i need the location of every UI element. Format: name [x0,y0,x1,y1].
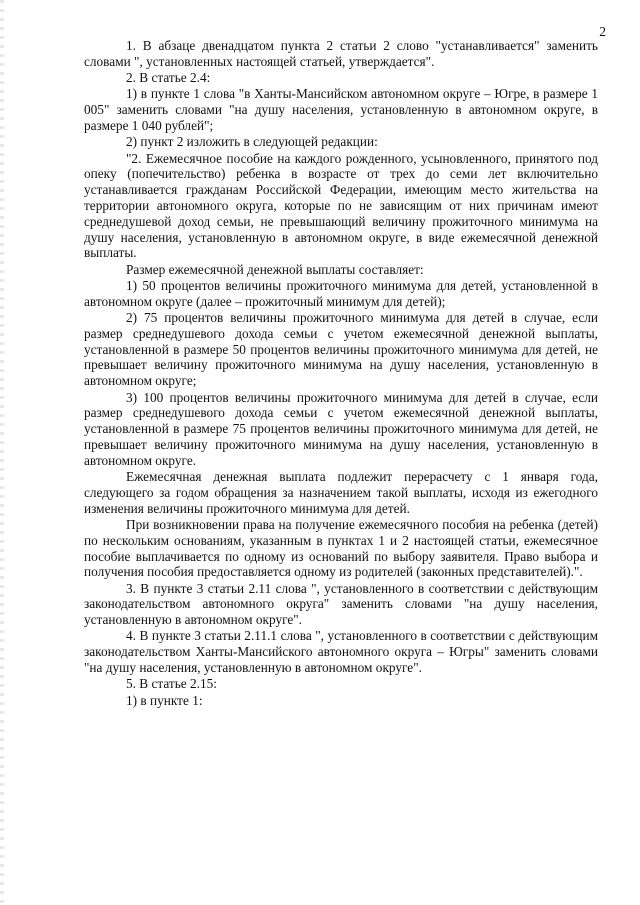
paragraph-article-2-4-item-1: 1) в пункте 1 слова "в Ханты-Мансийском автономном округе – Югре, в размере 1 005" заменить словами "на душу населения, установленную в автономном округе, в размере 1 040 рублей"; [84,86,598,133]
paragraph-article-2-15-item-1: 1) в пункте 1: [126,692,203,708]
page-number: 2 [599,24,606,39]
paragraph-article-2-15-heading: 5. В статье 2.15: [126,676,217,692]
paragraph-monthly-allowance: "2. Ежемесячное пособие на каждого рожденного, усыновленного, принятого под опеку (попечительство) ребенка в возрасте от трех до семи лет включительно устанавливается гражданам Российской Федерации, имеющим место жительства на территории автономного округа, которые по не зависящим от них причинам имеют среднедушевой доход семьи, не превышающий величину прожиточного минимума на душу населения, установленную в автономном округе, в виде ежемесячной денежной выплаты. [84,150,598,261]
paragraph-payment-size-intro: Размер ежемесячной денежной выплаты составляет: [126,261,424,277]
paragraph-amend-article-2-11-1: 4. В пункте 3 статьи 2.11.1 слова ", установленного в соответствии с действующим законодательством Ханты-Мансийского автономного округа – Югры" заменить словами "на душу населения, установленную в автономном округе". [84,628,598,676]
paragraph-amend-article-2: 1. В абзаце двенадцатом пункта 2 статьи 2 слово "устанавливается" заменить словами ", установленных настоящей статьей, утверждается". [84,38,598,69]
paragraph-payment-50-percent: 1) 50 процентов величины прожиточного минимума для детей, установленной в автономном округе (далее – прожиточный минимум для детей); [84,277,598,309]
paragraph-article-2-4-item-2: 2) пункт 2 изложить в следующей редакции: [126,134,378,150]
paragraph-amend-article-2-11: 3. В пункте 3 статьи 2.11 слова ", установленного в соответствии с действующим законодательством автономного округа" заменить словами "на душу населения, установленную в автономном округе". [84,580,598,628]
scan-binding-edge [0,0,4,905]
paragraph-payment-75-percent: 2) 75 процентов величины прожиточного минимума для детей в случае, если размер среднедушевого дохода семьи с учетом ежемесячной денежной выплаты, установленной в размере 50 процентов величины прожиточного минимума для детей, не превышает величину прожиточного минимума на душу населения, установленную в автономном округе; [84,310,598,389]
paragraph-payment-100-percent: 3) 100 процентов величины прожиточного минимума для детей в случае, если размер среднедушевого дохода семьи с учетом ежемесячной денежной выплаты, установленной в размере 75 процентов величины прожиточного минимума для детей, не превышает величину прожиточного минимума на душу населения, установленную в автономном округе. [84,389,598,468]
paragraph-recalculation: Ежемесячная денежная выплата подлежит перерасчету с 1 января года, следующего за годом обращения за назначением такой выплаты, исходя из ежегодного изменения величины прожиточного минимума для детей. [84,469,598,516]
paragraph-multiple-grounds: При возникновении права на получение ежемесячного пособия на ребенка (детей) по нескольким основаниям, указанным в пунктах 1 и 2 настоящей статьи, ежемесячное пособие выплачивается по одному из оснований по выбору заявителя. Право выбора и получения пособия предоставляется одному из родителей (законных представителей).". [84,516,598,580]
document-body [84,38,598,709]
paragraph-article-2-4-heading: 2. В статье 2.4: [126,70,211,86]
